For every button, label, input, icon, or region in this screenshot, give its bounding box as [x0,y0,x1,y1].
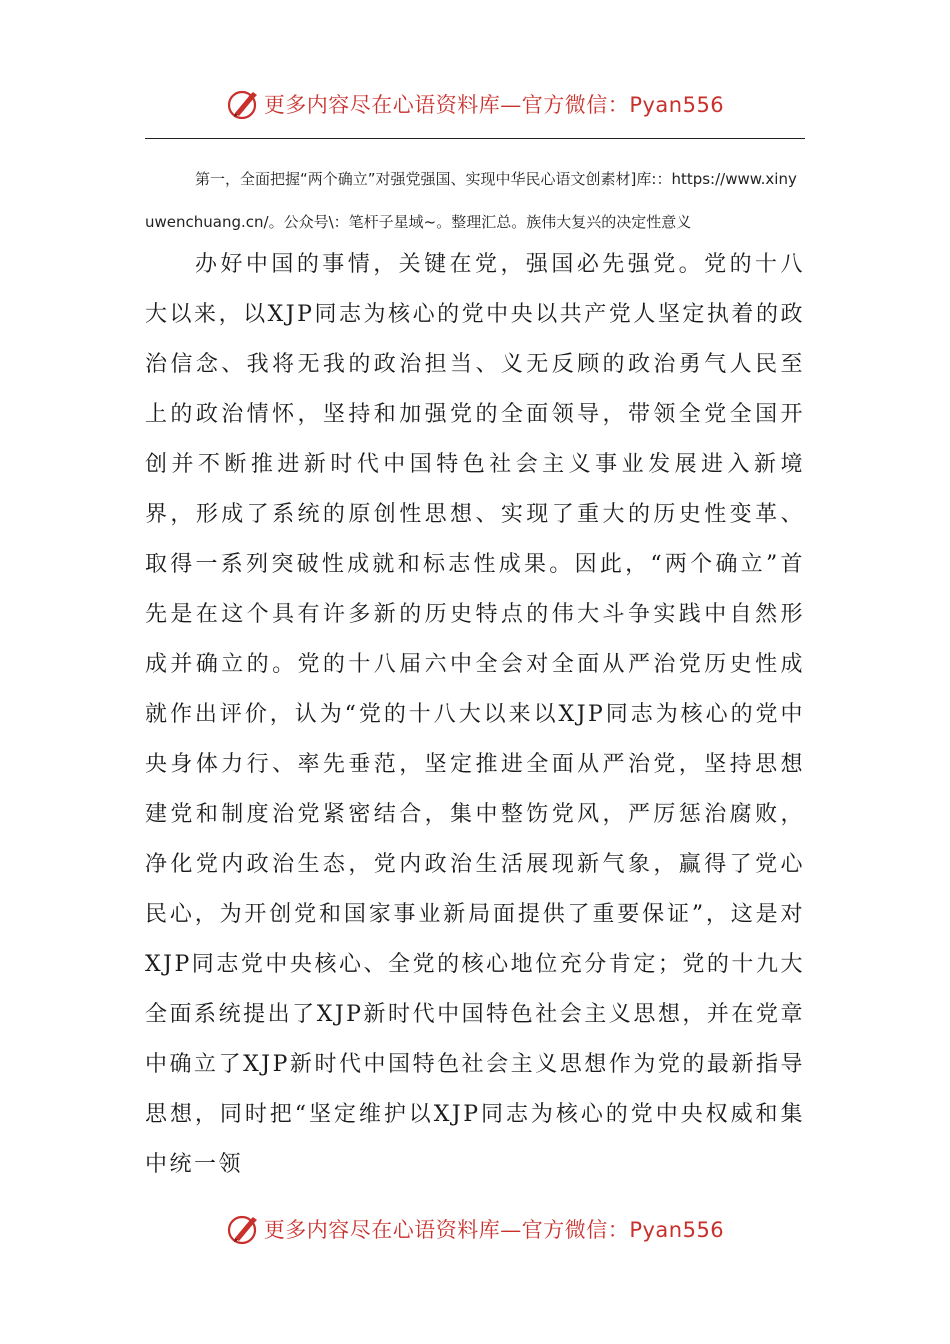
pen-logo-icon [226,87,260,121]
banner-account: Pyan556 [629,1218,725,1242]
header-divider [145,138,805,139]
banner-text: 更多内容尽在心语资料库—官方微信：Pyan556 [263,93,725,117]
header-banner [0,82,950,126]
section-heading: 第一，全面把握“两个确立”对强党强国、实现中华民心语文创素材]库:：https://www.xinyuwenchuang.cn/。公众号\：笔杆子星域~。整理汇总。族伟大复兴的决定性意义 [145,170,797,231]
pen-logo-icon [226,1212,260,1246]
footer-banner [0,1207,950,1251]
body-paragraph: 办好中国的事情，关键在党，强国必先强党。党的十八大以来，以XJP同志为核心的党中央以共产党人坚定执着的政治信念、我将无我的政治担当、义无反顾的政治勇气人民至上的政治情怀，坚持和加强党的全面领导，带领全党全国开创并不断推进新时代中国特色社会主义事业发展进入新境界，形成了系统的原创性思想、实现了重大的历史性变革、取得一系列突破性成就和标志性成果。因此，“两个确立”首先是在这个具有许多新的历史特点的伟大斗争实践中自然形成并确立的。党的十八届六中全会对全面从严治党历史性成就作出评价，认为“党的十八大以来以XJP同志为核心的党中央身体力行、率先垂范，坚定推进全面从严治党，坚持思想建党和制度治党紧密结合，集中整饬党风，严厉惩治腐败，净化党内政治生态，党内政治生活展现新气象，赢得了党心民心，为开创党和国家事业新局面提供了重要保证”，这是对XJP同志党中央核心、全党的核心地位充分肯定；党的十九大全面系统提出了XJP新时代中国特色社会主义思想，并在党章中确立了XJP新时代中国特色社会主义思想作为党的最新指导思想，同时把“坚定维护以XJP同志为核心的党中央权威和集中统一领 [145,252,805,1177]
banner-text: 更多内容尽在心语资料库—官方微信：Pyan556 [263,1218,725,1242]
banner-account: Pyan556 [629,93,725,117]
